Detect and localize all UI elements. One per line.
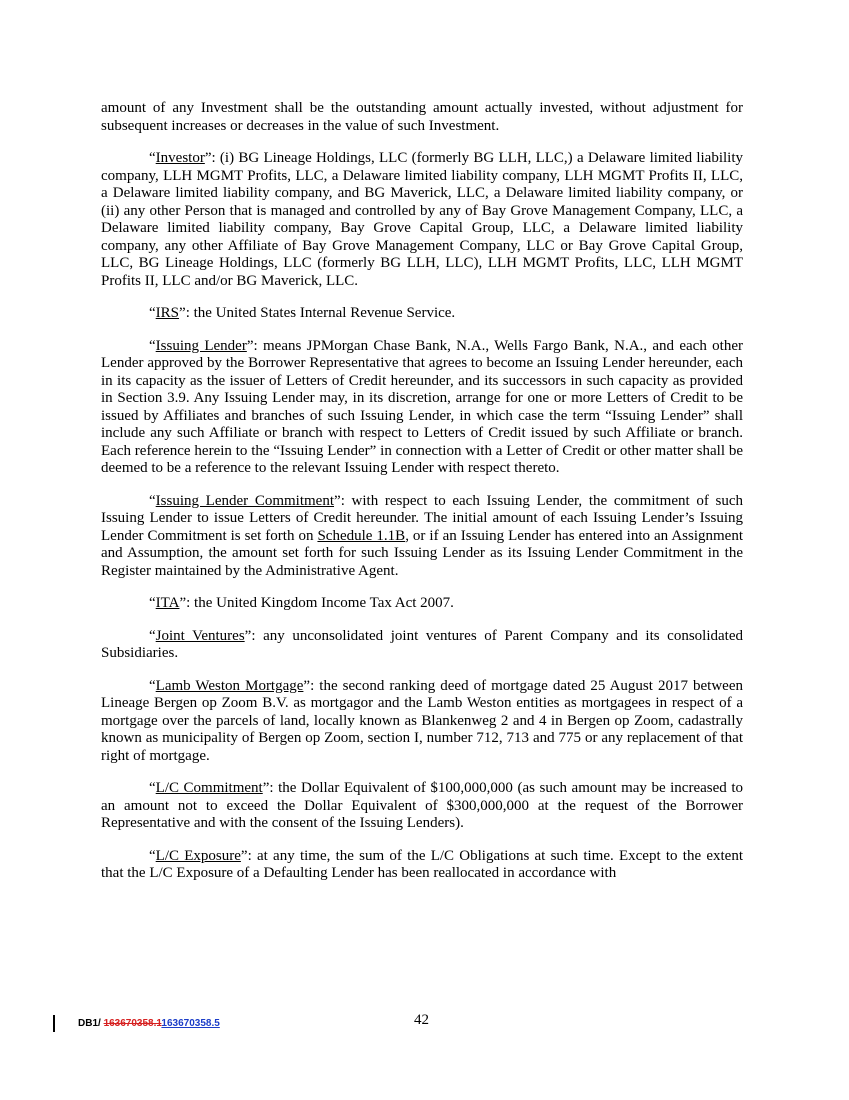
close-quote: ” — [204, 150, 212, 166]
open-quote: “ — [149, 337, 156, 354]
defined-term: Investor — [155, 150, 205, 166]
close-quote: ” — [179, 305, 186, 321]
definition-text: : the United Kingdom Income Tax Act 2007. — [186, 595, 454, 611]
definition-issuing-lender — [101, 338, 743, 478]
close-quote: ” — [244, 627, 252, 644]
defined-term: L/C Exposure — [155, 847, 241, 864]
definition-lc-exposure — [101, 848, 743, 883]
deleted-document-id: 163670358.1 — [103, 1018, 162, 1029]
open-quote: “ — [149, 492, 156, 509]
definition-joint-ventures — [101, 628, 743, 663]
change-bar — [53, 1015, 55, 1032]
close-quote: ” — [179, 595, 187, 611]
document-body — [101, 100, 743, 898]
defined-term: Joint Ventures — [155, 627, 245, 644]
definition-text: : (i) BG Lineage Holdings, LLC (formerly BG LLH, LLC,) a Delaware limited liability company, LLH MGMT Profits, LLC, a Delaware limited liability company, LLH MGMT Profits II, LLC, a Delaware limited liability company, and BG Maverick, LLC, a Delaware limited liability company, or (ii) any other Person that is managed and controlled by any of Bay Grove Management Company, LLC, a Delaware limited liability company, Bay Grove Capital Group, LLC, a Delaware limited liability company, any other Affiliate of Bay Grove Management Company, LLC or Bay Grove Capital Group, LLC, BG Lineage Holdings, LLC (formerly BG LLH, LLC), LLH MGMT Profits, LLC, LLH MGMT Profits II, LLC and/or BG Maverick, LLC. — [101, 150, 743, 289]
definition-text: : means JPMorgan Chase Bank, N.A., Wells Fargo Bank, N.A., and each other Lender approved by the Borrower Representative that agrees to become an Issuing Lender hereunder, each in its capacity as the issuer of Letters of Credit hereunder, and its successors in such capacity as provided in Section 3.9. Any Issuing Lender may, in its discretion, arrange for one or more Letters of Credit to be issued by Affiliates and branches of such Issuing Lender, in which case the term “Issuing Lender” shall include any such Affiliate or branch with respect to Letters of Credit issued by such Affiliate or branch. Each reference herein to the “Issuing Lender” in connection with a Letter of Credit or other matter shall be deemed to be a reference to the relevant Issuing Lender with respect thereto. — [101, 337, 744, 476]
defined-term: Lamb Weston Mortgage — [155, 677, 304, 694]
page-number: 42 — [414, 1012, 429, 1028]
close-quote: ” — [246, 337, 254, 354]
definition-text: : any unconsolidated joint ventures of Parent Company and its consolidated Subsidiaries. — [101, 627, 743, 661]
definition-ita — [101, 595, 743, 613]
definition-text: : the second ranking deed of mortgage dated 25 August 2017 between Lineage Bergen op Zoom B.V. as mortgagor and the Lamb Weston entities as mortgagees in respect of a mortgage over the parcels of land, locally known as Blankenweg 2 and 4 in Bergen op Zoom, cadastrally known as municipality of Bergen op Zoom, section I, number 712, 713 and 775 or any replacement of that right of mortgage. — [101, 677, 743, 764]
defined-term: Issuing Lender Commitment — [155, 492, 335, 509]
definition-lc-commitment — [101, 780, 743, 833]
defined-term: Issuing Lender — [155, 337, 247, 354]
close-quote: ” — [240, 847, 248, 864]
definition-irs — [101, 305, 743, 323]
defined-term: IRS — [155, 305, 180, 321]
definition-investor — [101, 150, 743, 290]
definition-text: : with respect to each Issuing Lender, the commitment of such Issuing Lender to issue Letters of Credit hereunder. The initial amount of each Issuing Lender’s Issuing Lender Commitment is set forth on — [101, 492, 744, 544]
open-quote: “ — [149, 150, 156, 166]
document-id — [78, 1018, 220, 1029]
document-id-prefix: DB1/ — [78, 1018, 104, 1029]
defined-term: ITA — [155, 595, 180, 611]
open-quote: “ — [149, 305, 156, 321]
open-quote: “ — [149, 780, 156, 796]
defined-term: L/C Commitment — [155, 780, 263, 796]
close-quote: ” — [334, 492, 341, 509]
open-quote: “ — [149, 595, 156, 611]
definition-lamb-weston-mortgage — [101, 678, 743, 766]
schedule-reference: Schedule 1.1B — [317, 527, 406, 544]
definition-text-continued: , or if an Issuing Lender has entered into an Assignment and Assumption, the amount set forth for such Issuing Lender as its Issuing Lender Commitment in the Register maintained by the Administrative Agent. — [101, 527, 743, 579]
close-quote: ” — [303, 677, 311, 694]
definition-text: : at any time, the sum of the L/C Obligations at such time. Except to the extent that the L/C Exposure of a Defaulting Lender has been reallocated in accordance with — [101, 847, 743, 881]
close-quote: ” — [262, 780, 270, 796]
paragraph-continuation: amount of any Investment shall be the outstanding amount actually invested, without adjustment for subsequent increases or decreases in the value of such Investment. — [101, 100, 743, 134]
open-quote: “ — [149, 627, 156, 644]
definition-text: : the United States Internal Revenue Service. — [185, 305, 456, 321]
inserted-document-id: 163670358.5 — [161, 1018, 220, 1029]
open-quote: “ — [149, 677, 156, 694]
open-quote: “ — [149, 847, 156, 864]
definition-issuing-lender-commitment — [101, 493, 743, 581]
definition-text: : the Dollar Equivalent of $100,000,000 (as such amount may be increased to an amount not to exceed the Dollar Equivalent of $300,000,000 at the request of the Borrower Representative and with the consent of the Issuing Lenders). — [101, 780, 743, 831]
